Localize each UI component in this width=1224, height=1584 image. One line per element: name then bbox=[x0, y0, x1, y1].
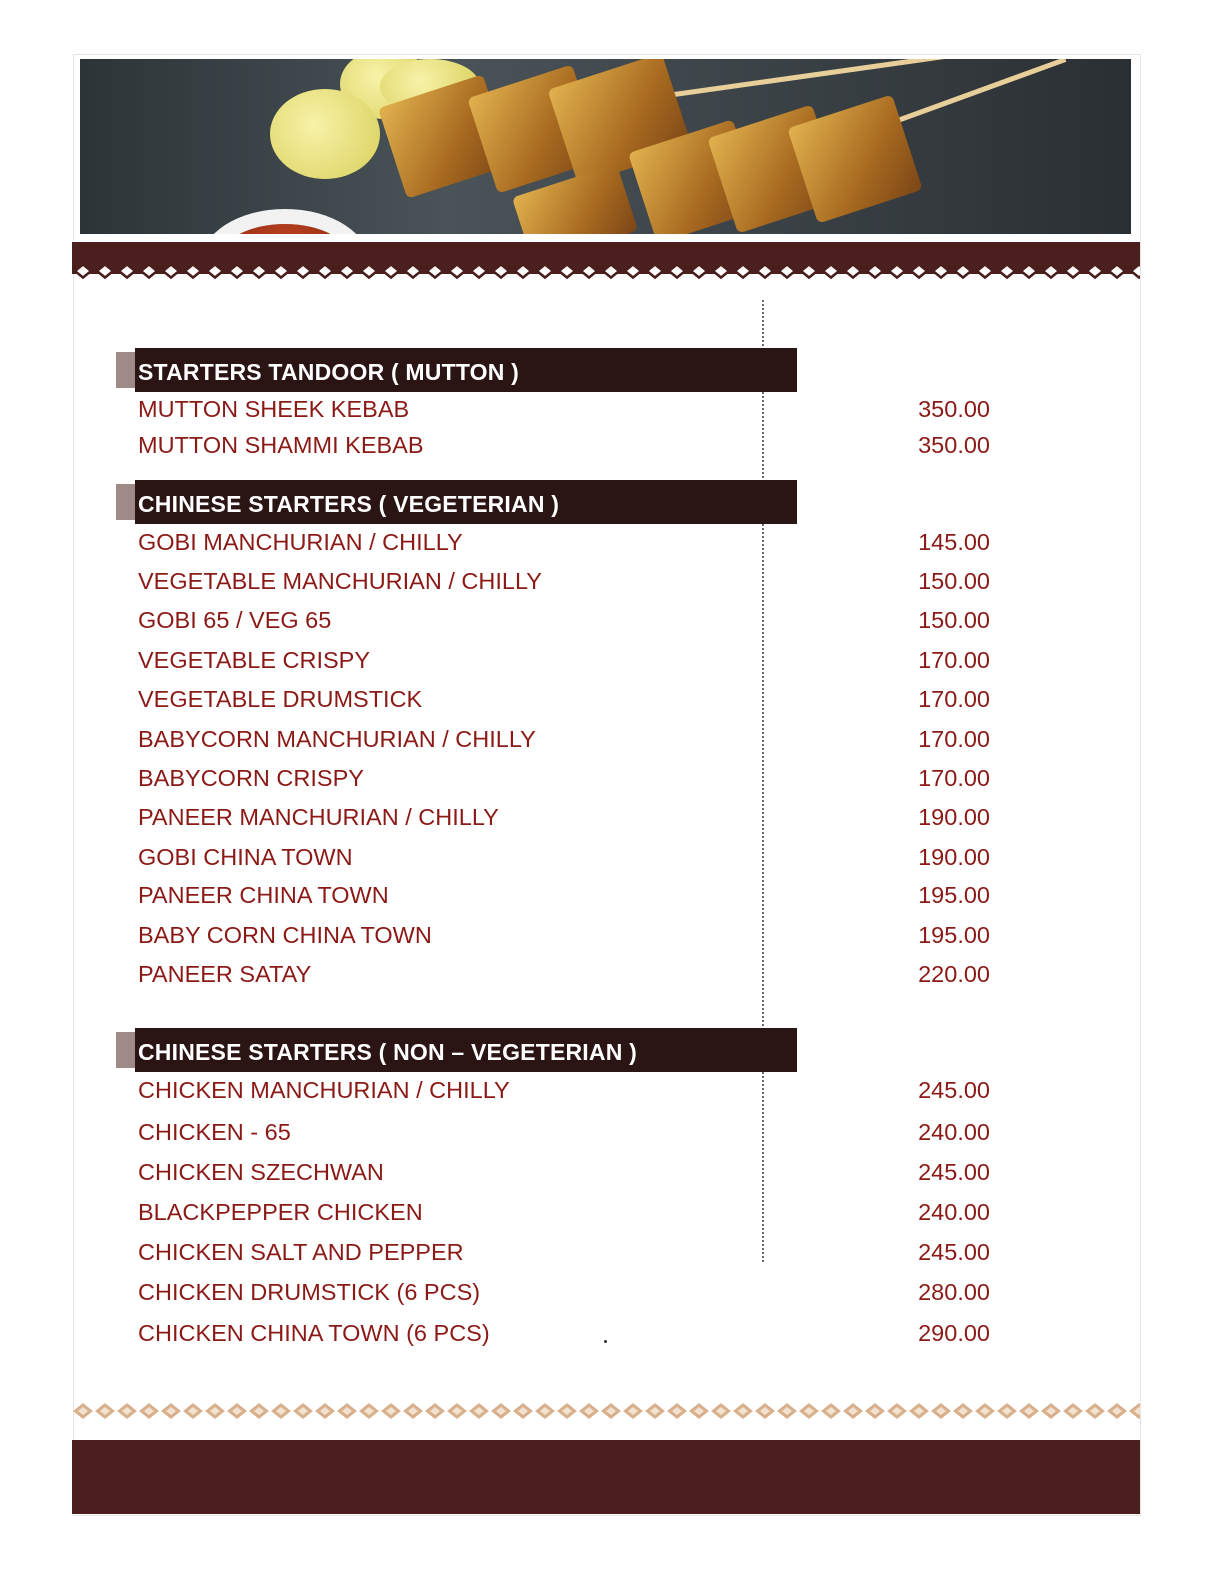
item-price: 195.00 bbox=[918, 922, 990, 948]
item-name: GOBI MANCHURIAN / CHILLY bbox=[138, 529, 463, 555]
item-name: VEGETABLE CRISPY bbox=[138, 647, 371, 673]
item-price: 290.00 bbox=[918, 1320, 990, 1346]
item-price: 245.00 bbox=[918, 1077, 990, 1103]
item-name: CHICKEN CHINA TOWN (6 PCS) bbox=[138, 1320, 490, 1346]
menu-item bbox=[0, 882, 1224, 912]
item-price: 195.00 bbox=[918, 882, 990, 908]
item-name: BABYCORN CRISPY bbox=[138, 765, 364, 791]
menu-item bbox=[0, 1199, 1224, 1229]
section-header bbox=[116, 348, 702, 392]
item-name: CHICKEN DRUMSTICK (6 PCS) bbox=[138, 1279, 481, 1305]
item-name: BABYCORN MANCHURIAN / CHILLY bbox=[138, 726, 536, 752]
item-name: GOBI 65 / VEG 65 bbox=[138, 607, 332, 633]
item-price: 280.00 bbox=[918, 1279, 990, 1305]
item-name: BLACKPEPPER CHICKEN bbox=[138, 1199, 423, 1225]
item-price: 240.00 bbox=[918, 1119, 990, 1145]
item-name: CHICKEN SALT AND PEPPER bbox=[138, 1239, 464, 1265]
menu-item bbox=[0, 961, 1224, 991]
item-price: 350.00 bbox=[918, 396, 990, 422]
item-price: 170.00 bbox=[918, 726, 990, 752]
item-price: 190.00 bbox=[918, 844, 990, 870]
section-title: CHINESE STARTERS ( NON – VEGETERIAN ) bbox=[138, 1039, 637, 1065]
menu-item bbox=[0, 529, 1224, 559]
section-title: STARTERS TANDOOR ( MUTTON ) bbox=[138, 359, 520, 385]
menu-item bbox=[0, 568, 1224, 598]
item-price: 240.00 bbox=[918, 1199, 990, 1225]
item-name: CHICKEN - 65 bbox=[138, 1119, 291, 1145]
item-price: 170.00 bbox=[918, 765, 990, 791]
item-price: 245.00 bbox=[918, 1239, 990, 1265]
menu-item bbox=[0, 647, 1224, 677]
top-diamond-border bbox=[72, 262, 1140, 298]
section-header bbox=[116, 1028, 702, 1072]
item-name: MUTTON SHEEK KEBAB bbox=[138, 396, 410, 422]
item-name: PANEER CHINA TOWN bbox=[138, 882, 389, 908]
bottom-diamond-border bbox=[72, 1402, 1140, 1438]
item-name: VEGETABLE MANCHURIAN / CHILLY bbox=[138, 568, 542, 594]
item-price: 190.00 bbox=[918, 804, 990, 830]
kebab-photo bbox=[80, 59, 1131, 234]
item-name: PANEER SATAY bbox=[138, 961, 312, 987]
bottom-band bbox=[72, 1440, 1140, 1514]
menu-item bbox=[0, 686, 1224, 716]
item-price: 350.00 bbox=[918, 432, 990, 458]
menu-item bbox=[0, 1119, 1224, 1149]
item-name: MUTTON SHAMMI KEBAB bbox=[138, 432, 424, 458]
menu-item bbox=[0, 1159, 1224, 1189]
item-price: 170.00 bbox=[918, 686, 990, 712]
item-price: 220.00 bbox=[918, 961, 990, 987]
menu-item bbox=[0, 844, 1224, 874]
menu-item bbox=[0, 804, 1224, 834]
menu-item bbox=[0, 922, 1224, 952]
item-name: VEGETABLE DRUMSTICK bbox=[138, 686, 423, 712]
item-price: 150.00 bbox=[918, 568, 990, 594]
menu-item bbox=[0, 765, 1224, 795]
item-price: 245.00 bbox=[918, 1159, 990, 1185]
section-title: CHINESE STARTERS ( VEGETERIAN ) bbox=[138, 491, 560, 517]
item-name: PANEER MANCHURIAN / CHILLY bbox=[138, 804, 499, 830]
item-name: CHICKEN MANCHURIAN / CHILLY bbox=[138, 1077, 510, 1103]
item-price: 145.00 bbox=[918, 529, 990, 555]
section-header bbox=[116, 480, 702, 524]
item-price: 170.00 bbox=[918, 647, 990, 673]
menu-item bbox=[0, 1077, 1224, 1107]
menu-item bbox=[0, 607, 1224, 637]
menu-item bbox=[0, 1239, 1224, 1269]
item-name: CHICKEN SZECHWAN bbox=[138, 1159, 384, 1185]
menu-item bbox=[0, 1320, 1224, 1350]
menu-item bbox=[0, 1279, 1224, 1309]
menu-item bbox=[0, 726, 1224, 756]
item-name: BABY CORN CHINA TOWN bbox=[138, 922, 432, 948]
stray-dot bbox=[604, 1340, 607, 1343]
menu-item bbox=[0, 432, 1224, 462]
item-name: GOBI CHINA TOWN bbox=[138, 844, 353, 870]
item-price: 150.00 bbox=[918, 607, 990, 633]
menu-item bbox=[0, 396, 1224, 426]
